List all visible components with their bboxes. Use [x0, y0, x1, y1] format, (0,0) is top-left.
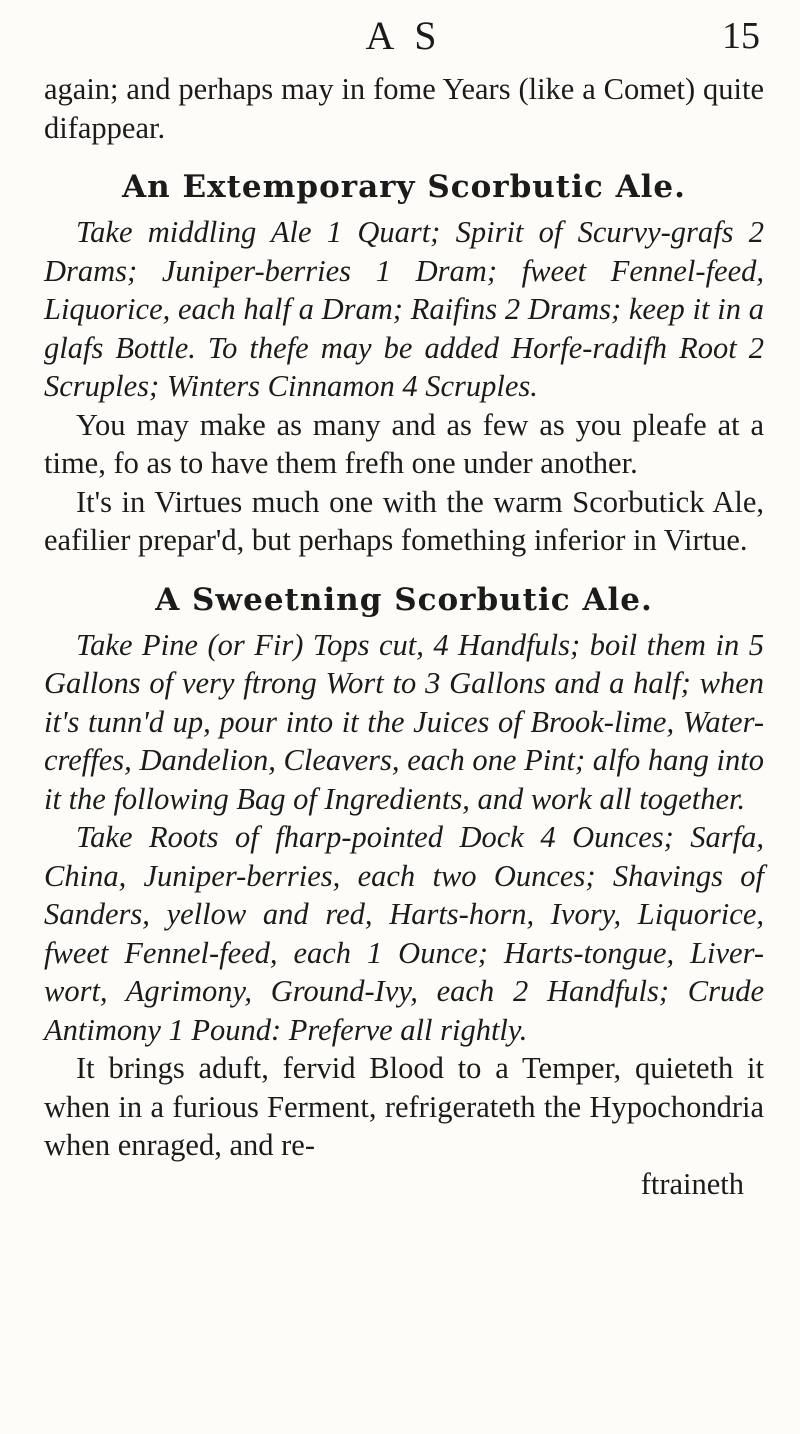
page-number: 15 [722, 15, 760, 57]
running-head [44, 0, 764, 70]
section-heading-extemporary-ale: An Extemporary Scorbutic Ale. [122, 169, 686, 205]
recipe-sweetning-ale: Take Pine (or Fir) Tops cut, 4 Handfuls; boil them in 5 Gallons of very ftrong Wort to 3 Gallons and a half; when it's tunn'd up, pour into it the Juices of Brook-lime, Water-creffes, Dandelion, Cleavers, each one Pint; alfo hang into it the following Bag of Ingredients, and work all together. [44, 627, 764, 816]
ingredients-paragraph: Take Roots of fharp-pointed Dock 4 Ounces; Sarfa, China, Juniper-berries, each two Ounces; Shavings of Sanders, yellow and red, Harts-horn, Ivory, Liquorice, fweet Fennel-feed, each 1 Ounce; Harts-tongue, Liver-wort, Agrimony, Ground-Ivy, each 2 Handfuls; Crude Antimony 1 Pound: Preferve all rightly. [44, 820, 764, 1047]
running-head-title: A S [365, 13, 443, 58]
opening-paragraph: again; and perhaps may in fome Years (like a Comet) quite difappear. [44, 72, 764, 145]
note-paragraph: You may make as many and as few as you pleafe at a time, fo as to have them frefh one under another. [44, 407, 764, 480]
recipe-extemporary-ale: Take middling Ale 1 Quart; Spirit of Scurvy-grafs 2 Drams; Juniper-berries 1 Dram; fweet Fennel-feed, Liquorice, each half a Dram; Raifins 2 Drams; keep it in a glafs Bottle. To thefe may be added Horfe-radifh Root 2 Scruples; Winters Cinnamon 4 Scruples. [44, 215, 764, 403]
catchword: ftraineth [640, 1166, 744, 1201]
closing-paragraph: It brings aduft, fervid Blood to a Temper, quieteth it when in a furious Ferment, refrigerateth the Hypochondria when enraged, and re- [44, 1051, 764, 1162]
section-heading-sweetning-ale: A Sweetning Scorbutic Ale. [155, 581, 653, 618]
note-paragraph: It's in Virtues much one with the warm Scorbutick Ale, eafilier prepar'd, but perhaps fomething inferior in Virtue. [44, 484, 764, 557]
